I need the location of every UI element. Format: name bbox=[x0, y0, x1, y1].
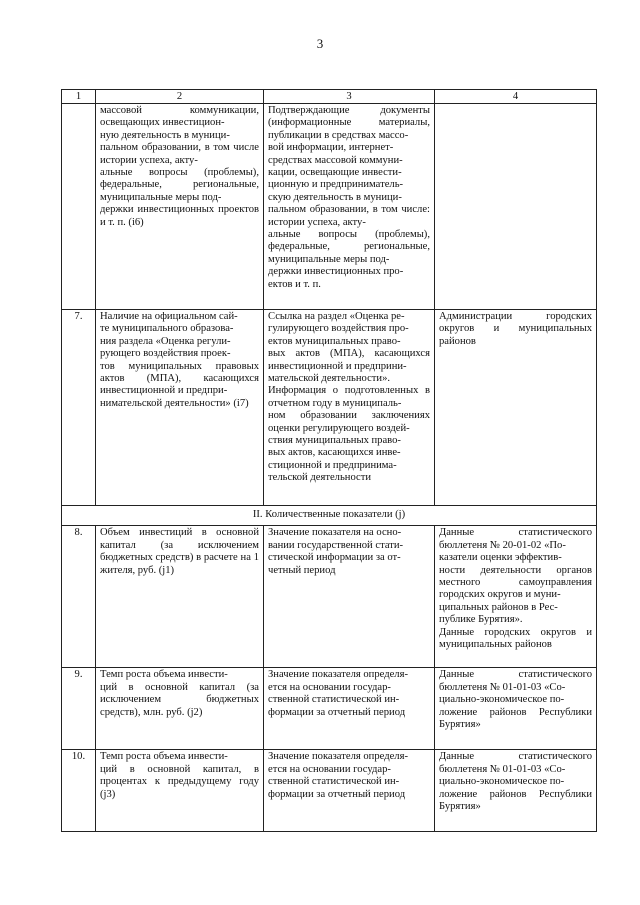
row-number: 8. bbox=[62, 526, 96, 668]
column-header-3: 3 bbox=[264, 90, 435, 104]
row-number: 9. bbox=[62, 668, 96, 750]
indicator-cell: Темп роста объема инвести- ций в основной капитал (за исключением бюджетных средств), млн. руб. (j2) bbox=[96, 668, 264, 750]
column-header-4: 4 bbox=[435, 90, 597, 104]
row-number bbox=[62, 104, 96, 310]
table-row bbox=[62, 526, 597, 668]
provider-cell bbox=[435, 104, 597, 310]
provider-cell: Данные статистического бюллетеня № 20-01-02 «По- казатели оценки эффектив- ности деятельности органов местного самоуправления городских округов и муни- ципальных районов в Рес- публике Бурятия». Данные городских округов и муниципальных районов bbox=[435, 526, 597, 668]
table-row bbox=[62, 310, 597, 506]
source-cell: Подтверждающие документы (информационные материалы, публикации в средствах массо- вой информации, интернет- средствах массовой коммуни- кации, освещающие инвести- ционную и предприниматель- скую деятельность в муници- пальном образовании, в том числе: истории успеха, акту- альные вопросы (проблемы), федеральные, региональные, муниципальные меры под- держки инвестиционных про- ектов и т. п. bbox=[264, 104, 435, 310]
source-cell: Значение показателя определя- ется на основании государ- ственной статистической ин- формации за отчетный период bbox=[264, 668, 435, 750]
indicator-cell: Объем инвестиций в основной капитал (за исключением бюджетных средств) в расчете на 1 жителя, руб. (j1) bbox=[96, 526, 264, 668]
indicator-cell: Наличие на официальном сай- те муниципального образова- ния раздела «Оценка регули- рующего воздействия проек- тов муниципальных правовых актов (МПА), касающихся инвестиционной и предпри- нимательской деятельности» (i7) bbox=[96, 310, 264, 506]
column-header-2: 2 bbox=[96, 90, 264, 104]
indicator-cell: Темп роста объема инвести- ций в основной капитал, в процентах к предыдущему году (j3) bbox=[96, 750, 264, 832]
row-number: 7. bbox=[62, 310, 96, 506]
provider-cell: Данные статистического бюллетеня № 01-01-03 «Со- циально-экономическое по- ложение районов Республики Бурятия» bbox=[435, 750, 597, 832]
source-cell: Значение показателя на осно- вании государственной стати- стической информации за от- четный период bbox=[264, 526, 435, 668]
indicators-table bbox=[61, 89, 597, 832]
section-title: II. Количественные показатели (j) bbox=[62, 506, 597, 526]
provider-cell: Данные статистического бюллетеня № 01-01-03 «Со- циально-экономическое по- ложение районов Республики Бурятия» bbox=[435, 668, 597, 750]
page-number: 3 bbox=[316, 36, 324, 51]
column-header-1: 1 bbox=[62, 90, 96, 104]
source-cell: Ссылка на раздел «Оценка ре- гулирующего воздействия про- ектов муниципальных право- вых актов (МПА), касающихся инвестиционной и предприни- мательской деятельности». Информация о подготовленных в отчетном году в муниципаль- ном образовании заключениях оценки регулирующего воздей- ствия муниципальных право- вых актов, касающихся инве- стиционной и предпринима- тельской деятельности bbox=[264, 310, 435, 506]
table-row bbox=[62, 104, 597, 310]
table-row bbox=[62, 750, 597, 832]
section-row bbox=[62, 506, 597, 526]
provider-cell: Администрации городских округов и муниципальных районов bbox=[435, 310, 597, 506]
table-row bbox=[62, 668, 597, 750]
indicator-cell: массовой коммуникации, освещающих инвестицион- ную деятельность в муници- пальном образовании, в том числе истории успеха, акту- альные вопросы (проблемы), федеральные, региональные, муниципальные меры под- держки инвестиционных проектов и т. п. (i6) bbox=[96, 104, 264, 310]
table-header-row bbox=[62, 90, 597, 104]
source-cell: Значение показателя определя- ется на основании государ- ственной статистической ин- формации за отчетный период bbox=[264, 750, 435, 832]
row-number: 10. bbox=[62, 750, 96, 832]
